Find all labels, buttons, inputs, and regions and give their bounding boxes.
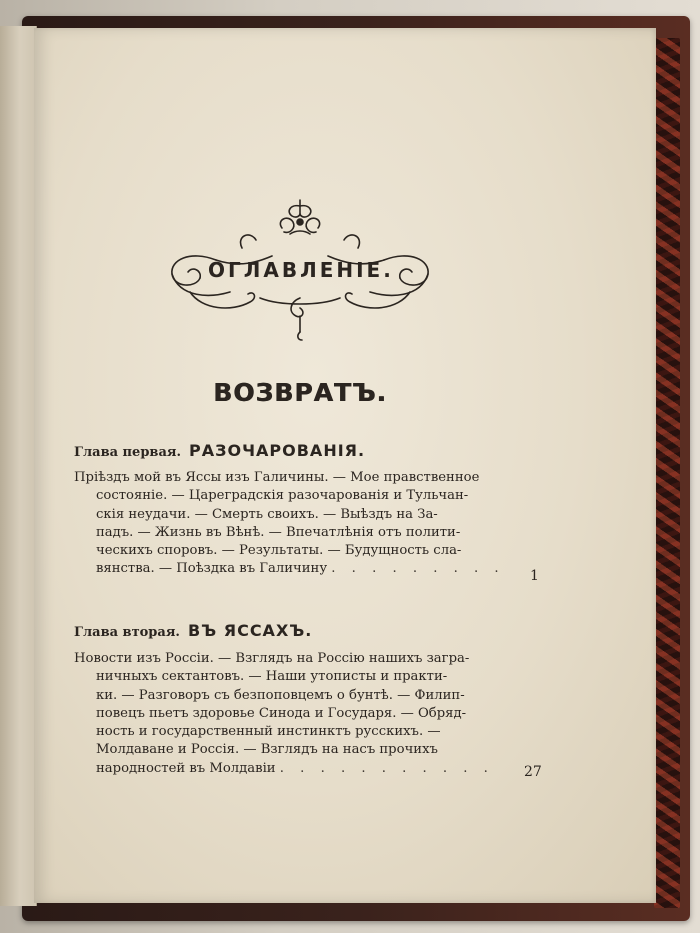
- chapter-2-line: Молдаване и Россія. — Взглядъ на насъ прочихъ: [96, 742, 438, 758]
- part-title: ВОЗВРАТЪ.: [213, 378, 387, 407]
- left-page-edge: [0, 26, 37, 906]
- chapter-2-line: Новости изъ Россіи. — Взглядъ на Россію нашихъ загра-: [74, 651, 470, 666]
- chapter-1-page-number: 1: [530, 568, 539, 584]
- chapter-1-heading: [74, 441, 365, 460]
- chapter-2-label: Глава вторая.: [74, 625, 180, 640]
- chapter-2-page-number: 27: [524, 764, 542, 780]
- chapter-2-heading: [74, 621, 312, 640]
- chapter-2-line: ничныхъ сектантовъ. — Наши утописты и практи-: [96, 669, 448, 685]
- chapter-2-line: ность и государственный инстинктъ русскихъ. —: [96, 724, 441, 740]
- marbled-edge: [654, 38, 680, 908]
- chapter-1-line: ческихъ споровъ. — Результаты. — Будущность сла-: [96, 543, 462, 559]
- dot-leader: . . . . . . . . .: [331, 561, 505, 577]
- chapter-2-summary: [74, 650, 544, 778]
- chapter-1-line: состояніе. — Цареградскія разочарованія и Тульчан-: [96, 488, 469, 504]
- dot-leader: . . . . . . . . . . .: [279, 760, 494, 776]
- chapter-1-title: РАЗОЧАРОВАНІЯ.: [189, 441, 366, 460]
- chapter-1-label: Глава первая.: [74, 445, 182, 460]
- chapter-2-last-line: [74, 760, 544, 778]
- chapter-2-line: повецъ пьетъ здоровье Синода и Государя. — Обряд-: [96, 705, 467, 721]
- chapter-1-line: падъ. — Жизнь въ Вѣнѣ. — Впечатлѣнія отъ полити-: [96, 524, 461, 540]
- toc-heading: ОГЛАВЛЕНІЕ.: [208, 258, 394, 282]
- chapter-1-line: вянства. — Поѣздка въ Галичину: [96, 561, 328, 577]
- chapter-2-title: ВЪ ЯССАХЪ.: [187, 621, 313, 640]
- chapter-1-last-line: [74, 560, 544, 578]
- chapter-2-line: ки. — Разговоръ съ безпоповцемъ о бунтѣ. — Филип-: [96, 687, 465, 703]
- chapter-1-line: Пріѣздъ мой въ Яссы изъ Галичины. — Мое правственное: [74, 470, 480, 485]
- chapter-2-line: народностей въ Молдавіи: [96, 760, 276, 776]
- chapter-1-line: скія неудачи. — Смерть своихъ. — Выѣздъ на За-: [96, 506, 438, 522]
- chapter-1-summary: [74, 469, 544, 579]
